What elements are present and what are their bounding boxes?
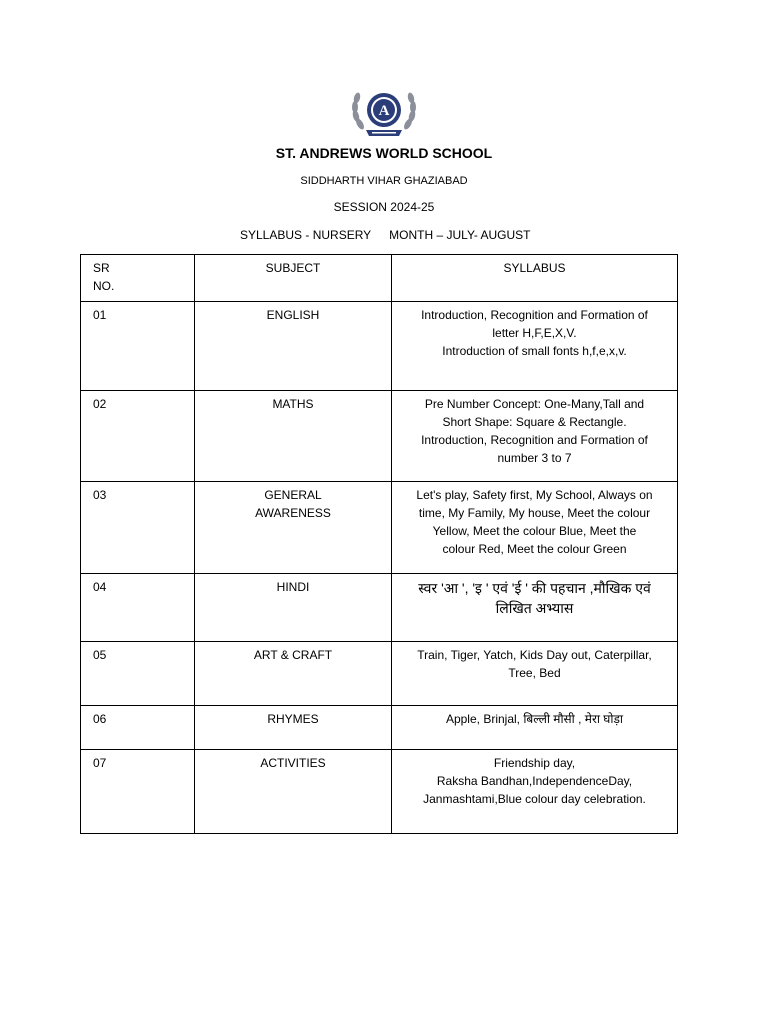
syllabus-line: Short Shape: Square & Rectangle.: [442, 415, 627, 429]
syllabus-line: Apple, Brinjal, बिल्ली मौसी , मेरा घोड़ा: [445, 712, 624, 726]
school-location: SIDDHARTH VIHAR GHAZIABAD: [300, 175, 468, 187]
syllabus-cell: [392, 391, 678, 482]
syllabus-line: Tree, Bed: [508, 666, 561, 680]
syllabus-line: Introduction, Recognition and Formation of: [421, 308, 648, 322]
syllabus-line: Pre Number Concept: One-Many,Tall and: [424, 397, 645, 411]
table-header-row: [81, 255, 678, 302]
subject-line: GENERAL: [264, 488, 322, 502]
table-row: [81, 750, 678, 834]
sr-cell: 05: [81, 642, 195, 706]
subject-cell: [195, 391, 392, 482]
subject-cell: [195, 750, 392, 834]
syllabus-line: स्वर 'आ ', 'इ ' एवं 'ई ' की पहचान ,मौखिक एवं: [418, 580, 651, 596]
logo-letter: A: [378, 103, 390, 119]
subject-cell: [195, 482, 392, 574]
syllabus-heading: [240, 228, 531, 242]
subject-line: ART & CRAFT: [253, 648, 333, 662]
subject-cell: [195, 706, 392, 750]
sr-cell: 01: [81, 302, 195, 391]
table-row: [81, 482, 678, 574]
syllabus-cell: [392, 482, 678, 574]
syllabus-line: लिखित अभ्यास: [495, 600, 574, 616]
table-row: [81, 706, 678, 750]
syllabus-cell: [392, 750, 678, 834]
subject-line: RHYMES: [267, 712, 319, 726]
syllabus-line: Friendship day,: [493, 756, 576, 770]
syllabus-line: Janmashtami,Blue colour day celebration.: [423, 792, 646, 806]
syllabus-cell: [392, 302, 678, 391]
sr-cell: 06: [81, 706, 195, 750]
month-label: MONTH – JULY- AUGUST: [389, 228, 531, 242]
subject-line: ACTIVITIES: [260, 756, 326, 770]
header-subject: SUBJECT: [195, 255, 392, 302]
syllabus-line: number 3 to 7: [497, 451, 572, 465]
sr-cell: 07: [81, 750, 195, 834]
table-row: [81, 574, 678, 642]
syllabus-line: Introduction, Recognition and Formation of: [421, 433, 648, 447]
syllabus-line: Raksha Bandhan,IndependenceDay,: [436, 774, 633, 788]
syllabus-line: time, My Family, My house, Meet the colour: [418, 506, 651, 520]
session-label: SESSION 2024-25: [333, 200, 435, 214]
syllabus-cell: [392, 574, 678, 642]
syllabus-cell: [392, 642, 678, 706]
sr-cell: 04: [81, 574, 195, 642]
syllabus-class-label: SYLLABUS - NURSERY: [240, 228, 372, 242]
school-name: ST. ANDREWS WORLD SCHOOL: [275, 145, 493, 161]
table-row: [81, 391, 678, 482]
header-sr-line: SR: [93, 261, 110, 275]
syllabus-line: Train, Tiger, Yatch, Kids Day out, Caterpillar,: [417, 648, 652, 662]
syllabus-line: Let's play, Safety first, My School, Always on: [416, 488, 653, 502]
subject-line: HINDI: [276, 580, 310, 594]
header-sr-no: [81, 255, 195, 302]
syllabus-cell: [392, 706, 678, 750]
subject-cell: [195, 302, 392, 391]
subject-cell: [195, 642, 392, 706]
syllabus-line: letter H,F,E,X,V.: [492, 326, 577, 340]
syllabus-table: [80, 254, 678, 834]
sr-cell: 03: [81, 482, 195, 574]
sr-cell: 02: [81, 391, 195, 482]
subject-line: ENGLISH: [266, 308, 320, 322]
subject-line: AWARENESS: [255, 506, 331, 520]
header-no-line: NO.: [93, 279, 115, 293]
school-logo: [348, 86, 420, 142]
subject-cell: [195, 574, 392, 642]
syllabus-line: Yellow, Meet the colour Blue, Meet the: [432, 524, 637, 538]
table-row: [81, 302, 678, 391]
syllabus-line: colour Red, Meet the colour Green: [442, 542, 627, 556]
header-syllabus: SYLLABUS: [392, 255, 678, 302]
subject-line: MATHS: [272, 397, 314, 411]
syllabus-line: Introduction of small fonts h,f,e,x,v.: [442, 344, 627, 358]
table-row: [81, 642, 678, 706]
